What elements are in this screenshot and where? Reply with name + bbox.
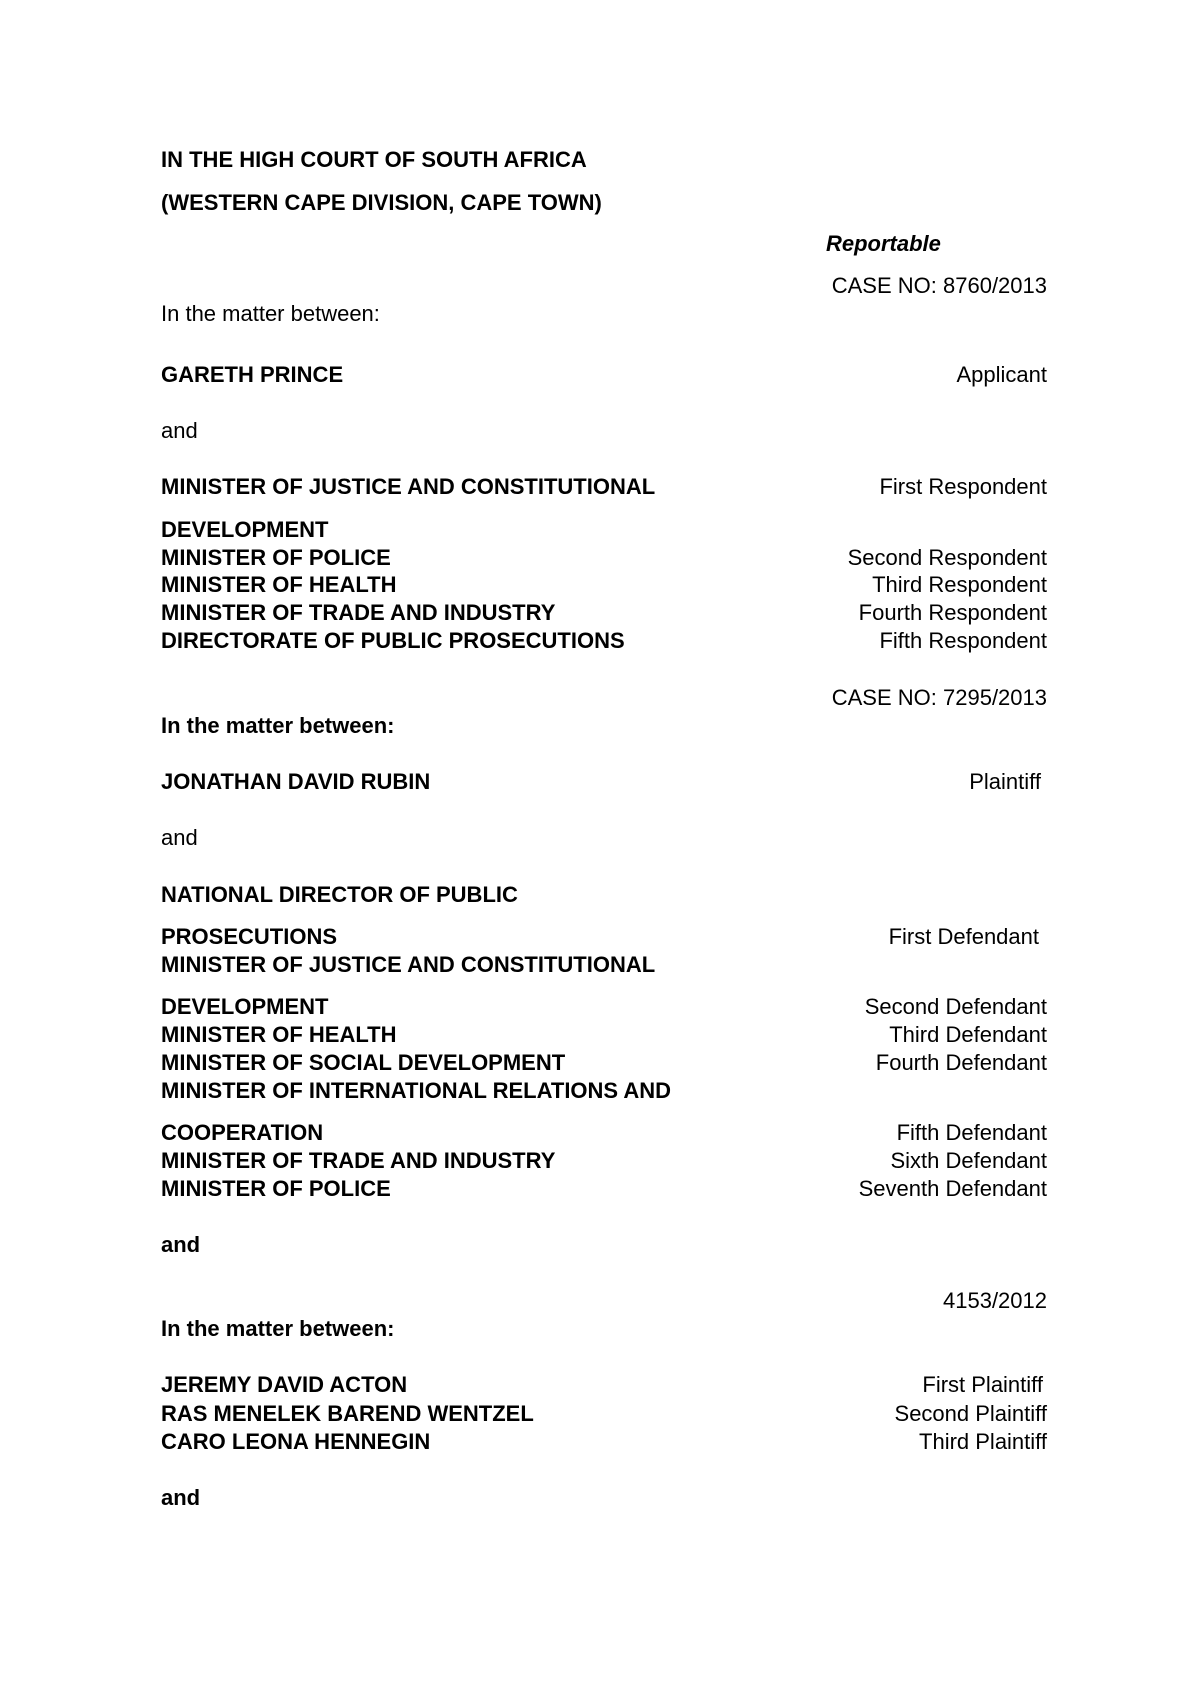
court-title: IN THE HIGH COURT OF SOUTH AFRICA [161,147,587,172]
party-name-continued: DEVELOPMENT [161,994,329,1019]
case-number-3: 4153/2012 [943,1288,1047,1313]
court-division: (WESTERN CAPE DIVISION, CAPE TOWN) [161,190,602,215]
party-name: MINISTER OF HEALTH [161,572,397,597]
party-role: Third Defendant [889,1022,1047,1047]
and-separator: and [161,418,198,443]
party-name: RAS MENELEK BAREND WENTZEL [161,1401,534,1426]
party-name: MINISTER OF POLICE [161,1176,391,1201]
party-role: First Plaintiff [922,1372,1043,1397]
and-separator: and [161,1485,201,1510]
party-role: Applicant [956,362,1047,387]
party-role: Second Plaintiff [894,1401,1047,1426]
party-name: MINISTER OF HEALTH [161,1022,397,1047]
party-name: NATIONAL DIRECTOR OF PUBLIC [161,882,518,907]
party-role: Sixth Defendant [890,1148,1047,1173]
party-name: MINISTER OF SOCIAL DEVELOPMENT [161,1050,566,1075]
party-name: GARETH PRINCE [161,362,344,387]
party-role: Second Defendant [864,994,1047,1019]
party-role: Second Respondent [847,545,1047,570]
party-role: First Respondent [879,474,1047,499]
party-role: Fourth Defendant [875,1050,1047,1075]
party-role: First Defendant [888,924,1039,949]
matter-between-2: In the matter between: [161,713,395,738]
case-number-2: CASE NO: 7295/2013 [831,685,1047,710]
party-name-continued: DEVELOPMENT [161,517,329,542]
party-name: MINISTER OF POLICE [161,545,391,570]
party-role: Third Plaintiff [919,1429,1047,1454]
reportable-label: Reportable [826,231,941,256]
matter-between-3: In the matter between: [161,1316,395,1341]
party-name: CARO LEONA HENNEGIN [161,1429,431,1454]
matter-between-1: In the matter between: [161,301,380,326]
party-name: MINISTER OF JUSTICE AND CONSTITUTIONAL [161,952,656,977]
party-name: MINISTER OF JUSTICE AND CONSTITUTIONAL [161,474,656,499]
party-name: MINISTER OF TRADE AND INDUSTRY [161,1148,556,1173]
party-role: Plaintiff [969,769,1041,794]
party-name: MINISTER OF INTERNATIONAL RELATIONS AND [161,1078,672,1103]
party-name: JEREMY DAVID ACTON [161,1372,408,1397]
party-name-continued: PROSECUTIONS [161,924,338,949]
and-separator: and [161,1232,201,1257]
party-role: Fifth Respondent [879,628,1047,653]
party-name: DIRECTORATE OF PUBLIC PROSECUTIONS [161,628,625,653]
party-role: Third Respondent [872,572,1047,597]
party-role: Seventh Defendant [858,1176,1047,1201]
party-role: Fifth Defendant [896,1120,1047,1145]
case-number-1: CASE NO: 8760/2013 [831,273,1047,298]
party-name: MINISTER OF TRADE AND INDUSTRY [161,600,556,625]
party-name-continued: COOPERATION [161,1120,324,1145]
party-role: Fourth Respondent [858,600,1047,625]
party-name: JONATHAN DAVID RUBIN [161,769,431,794]
and-separator: and [161,825,198,850]
